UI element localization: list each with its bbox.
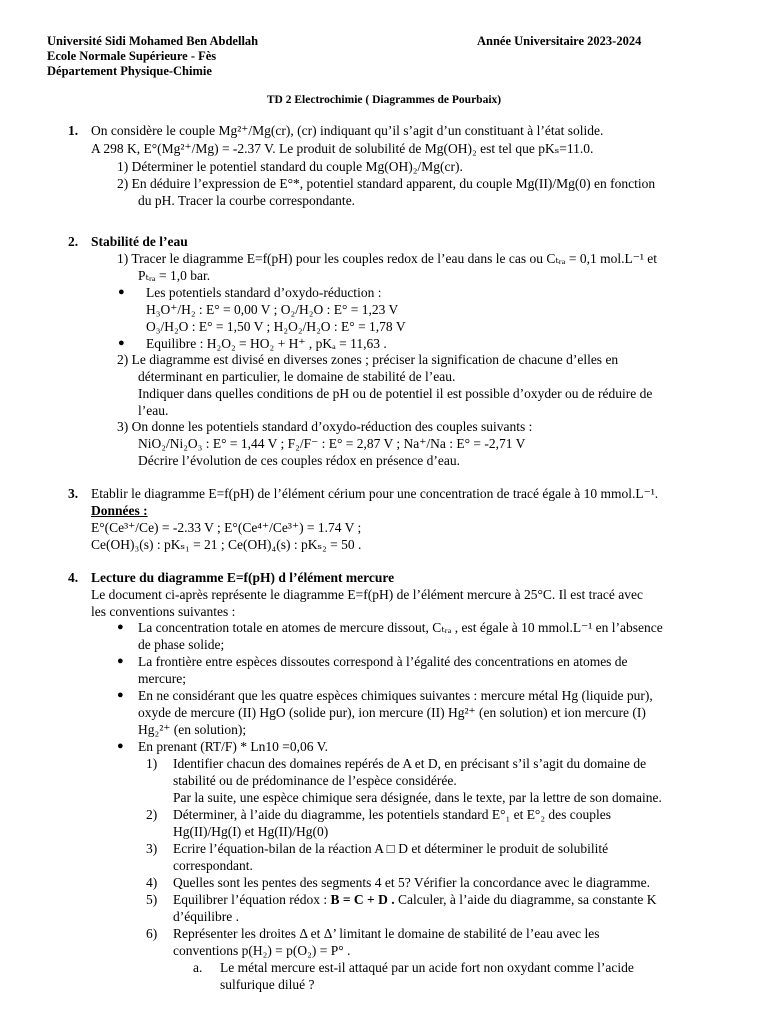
q4-sub5a-pre: Equilibrer l’équation rédox :	[173, 892, 331, 907]
q2-item2d: l’eau.	[138, 403, 169, 418]
document-title: TD 2 Electrochimie ( Diagrammes de Pourbaix)	[266, 94, 502, 106]
q4-convention1b: de phase solide;	[138, 637, 225, 652]
q3-number: 3.	[68, 486, 79, 501]
university-name: Université Sidi Mohamed Ben Abdellah	[47, 34, 259, 48]
q3-data1: E°(Ce³⁺/Ce) = -2.33 V ; E°(Ce⁴⁺/Ce³⁺) = 1.74 V ;	[91, 520, 362, 535]
bullet-icon: ●	[118, 337, 125, 349]
q4-sub6b: conventions p(H₂) = p(O₂) = P° .	[173, 943, 351, 958]
q1-item2a: 2) En déduire l’expression de E°*, potentiel standard apparent, du couple Mg(II)/Mg(0) en fonction	[117, 176, 656, 191]
q2-number: 2.	[68, 234, 79, 249]
q4-sub6a: Représenter les droites Δ et Δ’ limitant le domaine de stabilité de l’eau avec les	[173, 926, 600, 941]
academic-year: Année Universitaire 2023-2024	[477, 34, 642, 48]
q4-convention3c: Hg₂²⁺ (en solution);	[138, 722, 247, 737]
q2-potentials-row2: O₃/H₂O : E° = 1,50 V ; H₂O₂/H₂O : E° = 1,78 V	[146, 319, 406, 334]
q1-item2b: du pH. Tracer la courbe correspondante.	[138, 193, 356, 208]
q4-sub3-number: 3)	[146, 841, 158, 856]
q4-convention4: En prenant (RT/F) * Ln10 =0,06 V.	[138, 739, 329, 754]
q2-item2b: déterminant en particulier, le domaine de stabilité de l’eau.	[138, 369, 456, 384]
q2-item2c: Indiquer dans quelles conditions de pH ou de potentiel il est possible d’oxyder ou de réduire de	[138, 386, 653, 401]
q4-convention3b: oxyde de mercure (II) HgO (solide pur), ion mercure (II) Hg²⁺ (en solution) et ion mercure (I)	[138, 705, 646, 720]
q1-item1: 1) Déterminer le potentiel standard du couple Mg(OH)₂/Mg(cr).	[117, 159, 463, 174]
q4-sub1a: Identifier chacun des domaines repérés de A et D, en précisant s’il s’agit du domaine de	[173, 756, 647, 771]
q4-intro1: Le document ci-après représente le diagramme E=f(pH) de l’élément mercure à 25°C. Il est tracé avec	[91, 587, 643, 602]
q1-line2: A 298 K, E°(Mg²⁺/Mg) = -2.37 V. Le produit de solubilité de Mg(OH)₂ est tel que pKₛ=11.0.	[91, 141, 594, 156]
bullet-icon: ●	[117, 740, 124, 752]
q2-item2a: 2) Le diagramme est divisé en diverses zones ; préciser la signification de chacune d’elles en	[117, 352, 619, 367]
q4-sub4a: Quelles sont les pentes des segments 4 et 5? Vérifier la concordance avec le diagramme.	[173, 875, 650, 890]
q4-sub2b: Hg(II)/Hg(I) et Hg(II)/Hg(0)	[173, 824, 329, 839]
q2-bullet1: Les potentiels standard d’oxydo-réduction :	[146, 285, 382, 300]
q4-number: 4.	[68, 570, 79, 585]
bullet-icon: ●	[118, 286, 125, 298]
q1-number: 1.	[68, 123, 79, 138]
q4-sub5a	[173, 892, 656, 908]
department-name: Département Physique-Chimie	[47, 64, 212, 78]
q4-sub5b: d’équilibre .	[173, 909, 239, 924]
q2-item3b: NiO₂/Ni₂O₃ : E° = 1,44 V ; F₂/F⁻ : E° = 2,87 V ; Na⁺/Na : E° = -2,71 V	[138, 436, 526, 451]
q4-sub2-number: 2)	[146, 807, 158, 822]
q4-sub5-number: 5)	[146, 892, 158, 907]
q3-line1: Etablir le diagramme E=f(pH) de l’élément cérium pour une concentration de tracé égale à 10 mmol.L⁻¹.	[91, 486, 659, 501]
q2-title: Stabilité de l’eau	[91, 234, 188, 249]
header-left	[47, 34, 258, 79]
q4-convention2b: mercure;	[138, 671, 186, 686]
q2-item3a: 3) On donne les potentiels standard d’oxydo-réduction des couples suivants :	[117, 419, 533, 434]
q2-potentials-row1: H₃O⁺/H₂ : E° = 0,00 V ; O₂/H₂O : E° = 1,23 V	[146, 302, 399, 317]
q4-sub1c: Par la suite, une espèce chimique sera désignée, dans le texte, par la lettre de son domaine.	[173, 790, 662, 805]
q2-item1a: 1) Tracer le diagramme E=f(pH) pour les couples redox de l’eau dans le cas ou Cₜᵣₐ = 0,1 mol.L⁻¹ et	[117, 251, 657, 266]
q4-sub2a: Déterminer, à l’aide du diagramme, les potentiels standard E°₁ et E°₂ des couples	[173, 807, 612, 822]
bullet-icon: ●	[117, 621, 124, 633]
q4-sub5a-equation: B = C + D .	[330, 892, 395, 907]
q4-sub3b: correspondant.	[173, 858, 253, 873]
q1-line1: On considère le couple Mg²⁺/Mg(cr), (cr) indiquant qu’il s’agit d’un constituant à l’état solide.	[91, 123, 604, 138]
q4-sub5a-post: Calculer, à l’aide du diagramme, sa constante K	[394, 892, 657, 907]
school-name: Ecole Normale Supérieure - Fès	[47, 49, 217, 63]
q2-bullet2: Equilibre : H₂O₂ = HO₂ + H⁺ , pKₐ = 11,63 .	[146, 336, 387, 351]
q4-sub6a-letter: a.	[193, 960, 203, 975]
q2-item3c: Décrire l’évolution de ces couples rédox en présence d’eau.	[138, 453, 460, 468]
q4-sub6a-line1: Le métal mercure est-il attaqué par un acide fort non oxydant comme l’acide	[220, 960, 634, 975]
q4-intro2: les conventions suivantes :	[91, 604, 236, 619]
q4-sub3a: Ecrire l’équation-bilan de la réaction A □ D et déterminer le produit de solubilité	[173, 841, 609, 856]
q2-item1b: Pₜᵣₐ = 1,0 bar.	[138, 268, 211, 283]
q4-convention3a: En ne considérant que les quatre espèces chimiques suivantes : mercure métal Hg (liquide pur),	[138, 688, 653, 703]
q4-title: Lecture du diagramme E=f(pH) d l’élément mercure	[91, 570, 395, 585]
q4-convention1a: La concentration totale en atomes de mercure dissout, Cₜᵣₐ , est égale à 10 mmol.L⁻¹ en l’absence	[138, 620, 663, 635]
q4-sub1-number: 1)	[146, 756, 158, 771]
bullet-icon: ●	[117, 689, 124, 701]
q4-sub6-number: 6)	[146, 926, 158, 941]
q4-sub6a-line2: sulfurique dilué ?	[220, 977, 315, 992]
q3-data-label: Données :	[91, 503, 148, 518]
q4-convention2a: La frontière entre espèces dissoutes correspond à l’égalité des concentrations en atomes de	[138, 654, 628, 669]
q4-sub4-number: 4)	[146, 875, 158, 890]
bullet-icon: ●	[117, 655, 124, 667]
q4-sub1b: stabilité ou de prédominance de l’espèce considérée.	[173, 773, 457, 788]
q3-data2: Ce(OH)₃(s) : pKₛ₁ = 21 ; Ce(OH)₄(s) : pKₛ₂ = 50 .	[91, 537, 362, 552]
